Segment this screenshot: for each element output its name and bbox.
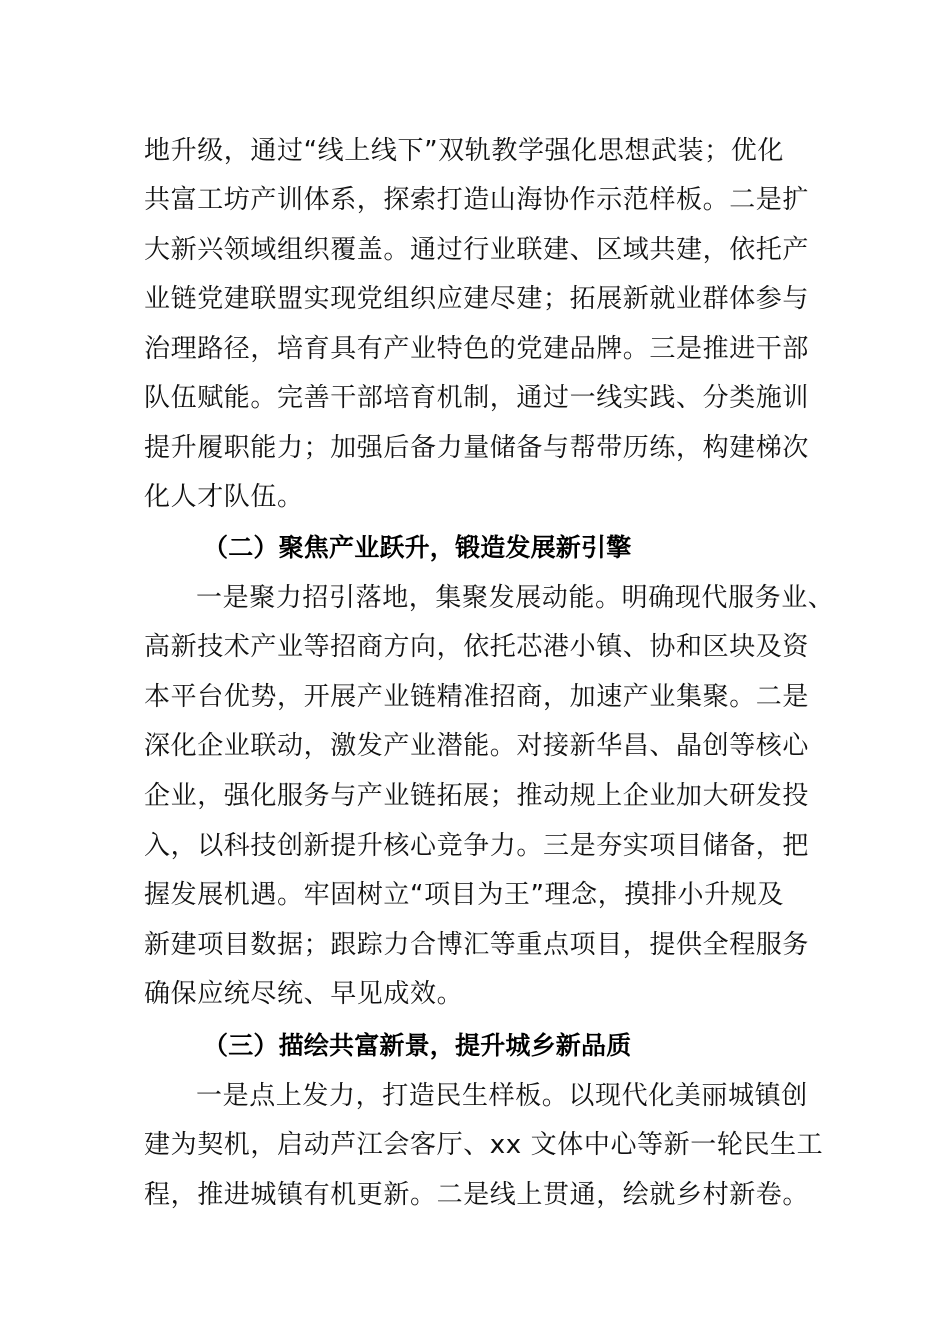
text-line: 入，以科技创新提升核心竞争力。三是夯实项目储备，把 — [144, 831, 810, 861]
text-line: 高新技术产业等招商方向，依托芯港小镇、协和区块及资 — [144, 632, 810, 662]
section-heading-3: （三）描绘共富新景，提升城乡新品质 — [203, 1031, 632, 1060]
text-line: 地升级，通过“线上线下”双轨教学强化思想武装；优化 — [144, 136, 784, 166]
text-line: 本平台优势，开展产业链精准招商，加速产业集聚。二是 — [144, 682, 810, 712]
text-line: 深化企业联动，激发产业潜能。对接新华昌、晶创等核心 — [144, 731, 810, 761]
text-line: 建为契机，启动芦江会客厅、xx 文体中心等新一轮民生工 — [144, 1130, 824, 1160]
text-line: 一是聚力招引落地，集聚发展动能。明确现代服务业、 — [196, 583, 835, 613]
text-line: 大新兴领域组织覆盖。通过行业联建、区域共建，依托产 — [144, 235, 810, 265]
text-line: 握发展机遇。牢固树立“项目为王”理念，摸排小升规及 — [144, 880, 784, 910]
text-line: 治理路径，培育具有产业特色的党建品牌。三是推进干部 — [144, 334, 810, 364]
text-line: 新建项目数据；跟踪力合博汇等重点项目，提供全程服务 — [144, 930, 810, 960]
text-line: 企业，强化服务与产业链拓展；推动规上企业加大研发投 — [144, 781, 810, 811]
text-line: 一是点上发力，打造民生样板。以现代化美丽城镇创 — [196, 1081, 808, 1111]
text-line: 确保应统尽统、早见成效。 — [144, 979, 464, 1009]
text-line: 提升履职能力；加强后备力量储备与帮带历练，构建梯次 — [144, 433, 810, 463]
section-heading-2: （二）聚焦产业跃升，锻造发展新引擎 — [203, 533, 632, 562]
text-line: 业链党建联盟实现党组织应建尽建；拓展新就业群体参与 — [144, 284, 810, 314]
text-line: 程，推进城镇有机更新。二是线上贯通，绘就乡村新卷。 — [144, 1180, 810, 1210]
text-line: 化人才队伍。 — [144, 482, 304, 512]
text-line: 共富工坊产训体系，探索打造山海协作示范样板。二是扩 — [144, 185, 810, 215]
text-line: 队伍赋能。完善干部培育机制，通过一线实践、分类施训 — [144, 383, 810, 413]
